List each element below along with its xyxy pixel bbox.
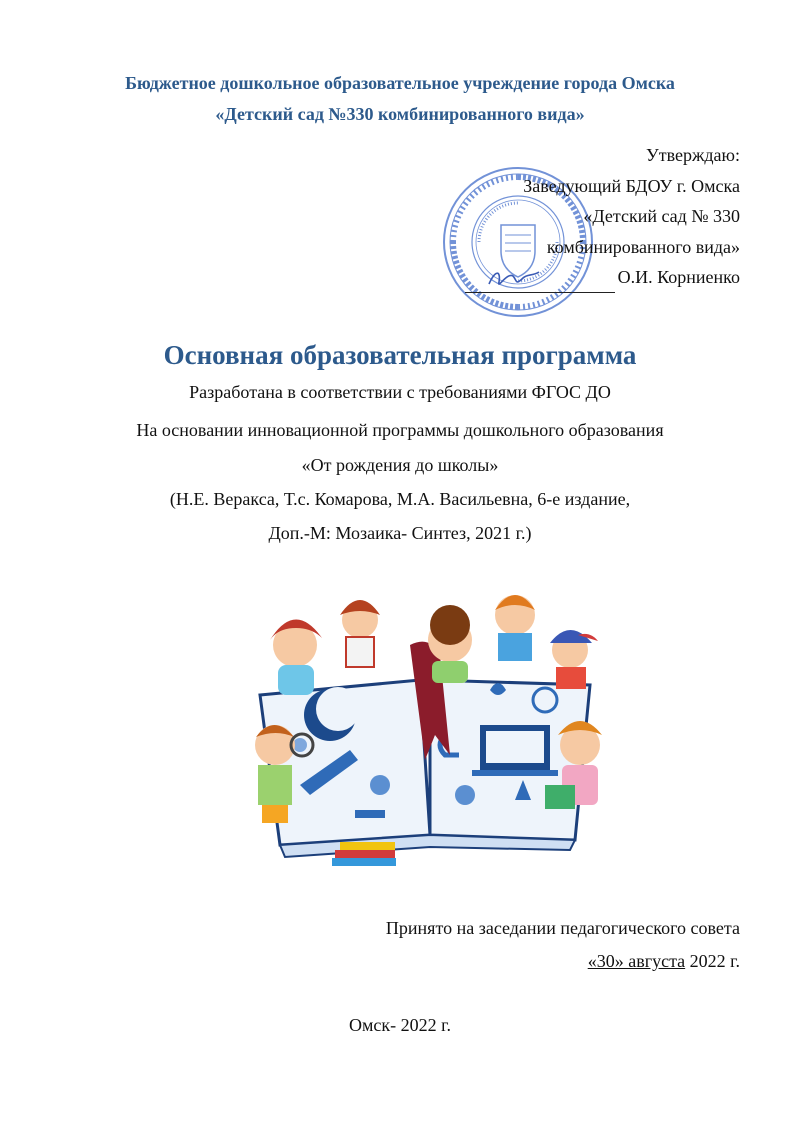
handwritten-signature-icon	[485, 266, 545, 292]
program-title: Основная образовательная программа	[163, 340, 637, 370]
child-girl-pigtails-icon	[340, 600, 380, 667]
approval-org-line1: «Детский сад № 330	[583, 206, 740, 226]
signer-name: О.И. Корниенко	[617, 267, 740, 287]
org-name-line2: «Детский сад №330 комбинированного вида»	[215, 104, 585, 124]
program-subtitle-4: (Н.Е. Веракса, Т.с. Комарова, М.А. Васильевна, 6-е издание,	[169, 489, 631, 509]
approval-block	[465, 140, 740, 293]
acceptance-year: 2022 г.	[685, 951, 740, 971]
org-name-line1: Бюджетное дошкольное образовательное учреждение города Омска	[125, 73, 675, 93]
child-boy-redhair-icon	[495, 595, 535, 661]
book-stack-icon	[332, 842, 396, 866]
program-subtitle-2: На основании инновационной программы дошкольного образования	[136, 420, 664, 440]
city-year: Омск- 2022 г.	[349, 1015, 451, 1035]
approval-signature-row	[465, 262, 740, 293]
approval-heading: Утверждаю:	[645, 145, 740, 165]
child-boy-cap-icon	[550, 630, 598, 689]
approval-org-line2: комбинированного вида»	[546, 236, 740, 257]
program-subtitle-1: Разработана в соответствии с требованиями ФГОС ДО	[189, 382, 611, 402]
acceptance-text: Принято на заседании педагогического совета	[385, 918, 740, 938]
children-book-illustration	[240, 585, 620, 875]
acceptance-date-underlined: «30» августа	[587, 951, 686, 971]
program-subtitle-5: Доп.-М: Мозаика- Синтез, 2021 г.)	[268, 523, 532, 543]
acceptance-date	[386, 945, 740, 978]
child-girl-left-icon	[270, 619, 322, 695]
acceptance-block	[386, 912, 740, 978]
approval-position: Заведующий БДОУ г. Омска	[523, 175, 740, 196]
signature-line	[465, 272, 615, 293]
child-boy-curly-icon	[428, 605, 472, 683]
program-subtitle-3: «От рождения до школы»	[301, 455, 499, 475]
